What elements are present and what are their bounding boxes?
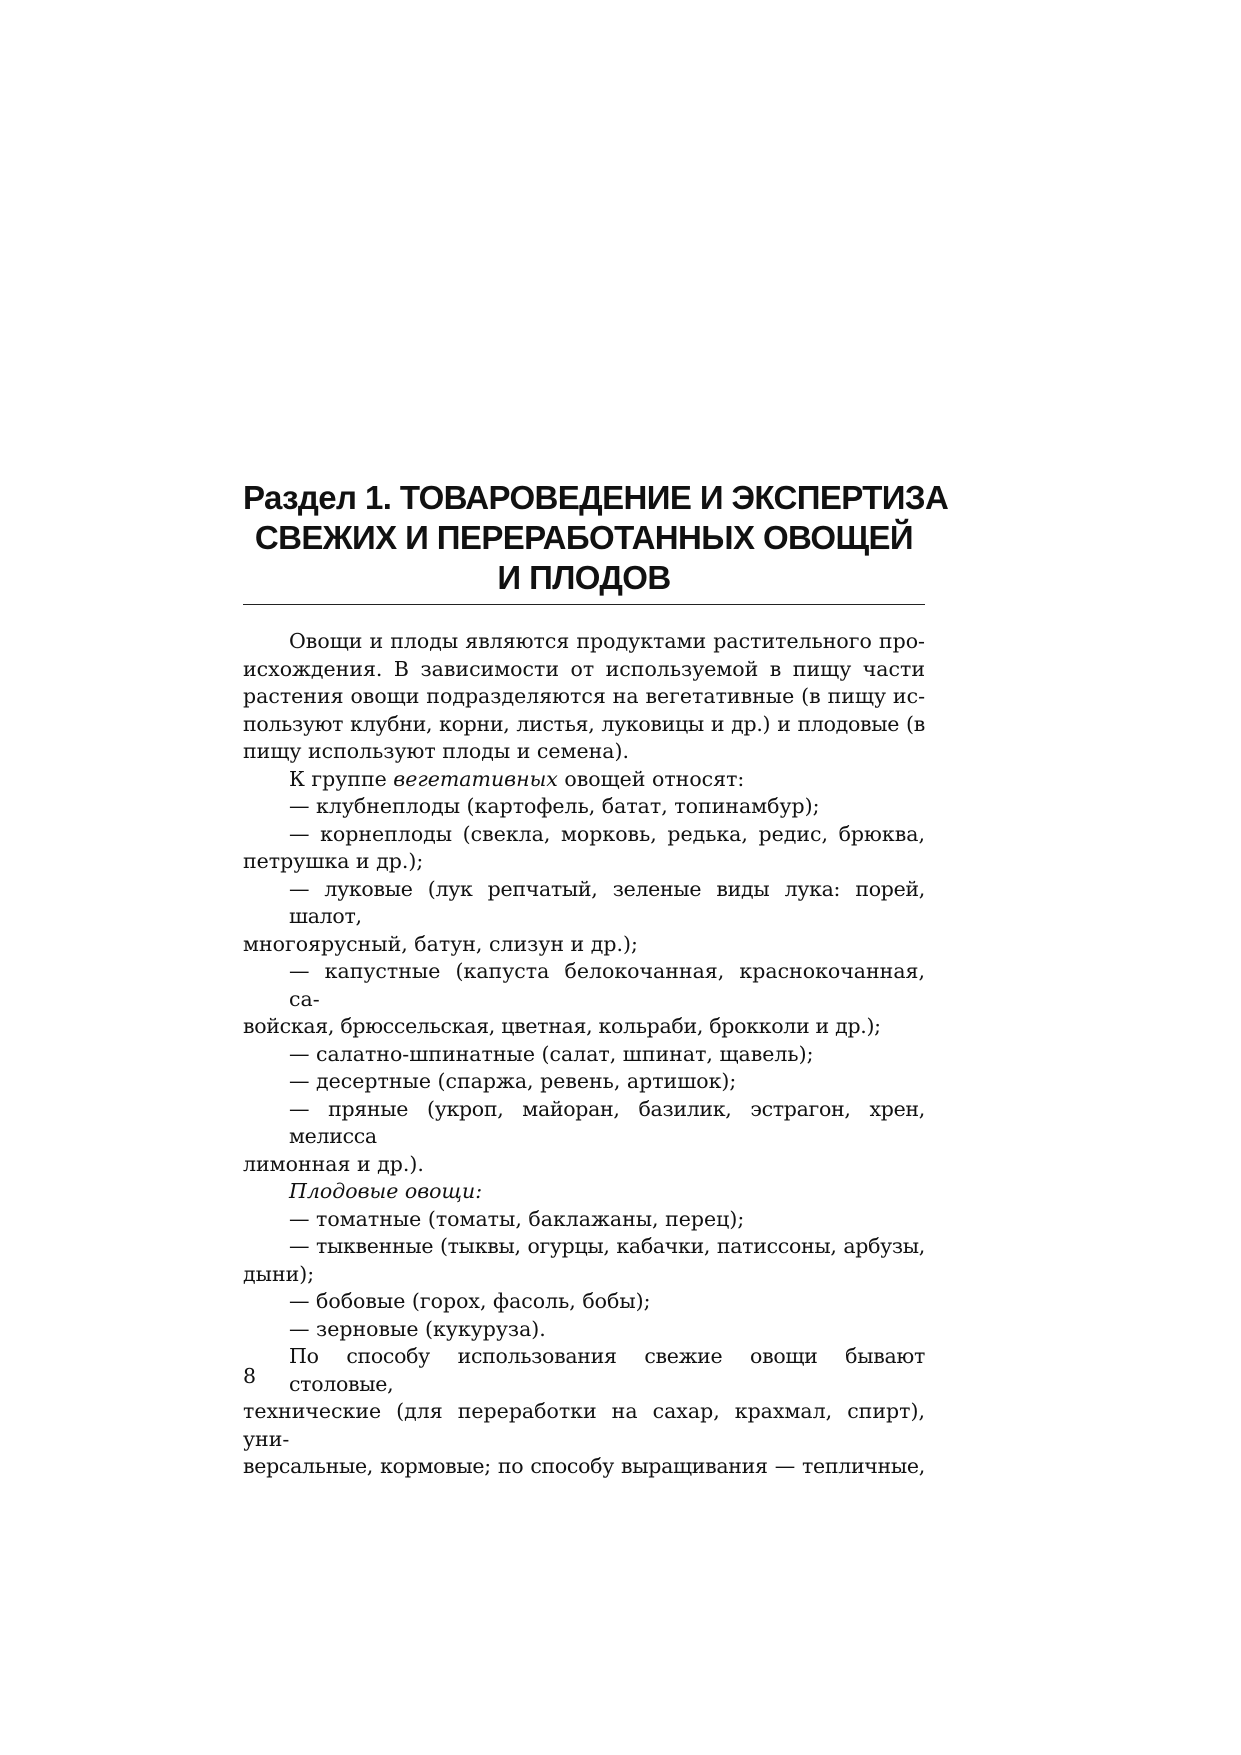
heading-line-1: Раздел 1. ТОВАРОВЕДЕНИЕ И ЭКСПЕРТИЗА	[243, 479, 949, 516]
list-item: — пряные (укроп, майоран, базилик, эстрагон, хрен, мелисса	[289, 1096, 925, 1148]
emphasis-text: вегетативных	[393, 766, 558, 791]
heading-divider	[243, 604, 925, 605]
emphasis-text: Плодовые овощи:	[289, 1179, 483, 1203]
text-line: растения овощи подразделяются на вегетативные (в пищу ис-	[243, 684, 925, 708]
text-line: исхождения. В зависимости от используемой в пищу части	[243, 656, 925, 681]
text-line: войская, брюссельская, цветная, кольраби, брокколи и др.);	[243, 1014, 881, 1038]
text-line: технические (для переработки на сахар, крахмал, спирт), уни-	[243, 1399, 925, 1451]
list-item: — клубнеплоды (картофель, батат, топинамбур);	[289, 794, 820, 818]
body-text	[243, 628, 925, 1481]
text-line	[243, 766, 925, 794]
list-item: — десертные (спаржа, ревень, артишок);	[289, 1069, 737, 1093]
text-line: петрушка и др.);	[243, 849, 424, 873]
text-line: Овощи и плоды являются продуктами растительного про-	[289, 629, 925, 653]
text-line: пользуют клубни, корни, листья, луковицы и др.) и плодовые (в	[243, 711, 925, 736]
text-line: версальные, кормовые; по способу выращивания — тепличные,	[243, 1454, 925, 1478]
text-fragment: К группе	[289, 766, 394, 791]
heading-line-3: И ПЛОДОВ	[497, 559, 671, 596]
text-line: лимонная и др.).	[243, 1151, 424, 1176]
page-number: 8	[243, 1364, 257, 1388]
text-line: дыни);	[243, 1261, 315, 1286]
list-item: — корнеплоды (свекла, морковь, редька, редис, брюква,	[289, 821, 925, 846]
list-item: — тыквенные (тыквы, огурцы, кабачки, патиссоны, арбузы,	[289, 1234, 925, 1258]
text-line: По способу использования свежие овощи бывают столовые,	[289, 1344, 925, 1396]
section-heading	[243, 478, 949, 598]
list-item: — зерновые (кукуруза).	[289, 1316, 546, 1341]
text-line: пищу используют плоды и семена).	[243, 739, 629, 763]
text-line: многоярусный, батун, слизун и др.);	[243, 931, 638, 956]
list-item: — капустные (капуста белокочанная, краснокочанная, са-	[289, 959, 925, 1011]
text-line	[243, 1178, 925, 1206]
list-item: — луковые (лук репчатый, зеленые виды лука: порей, шалот,	[289, 876, 925, 928]
heading-line-2: СВЕЖИХ И ПЕРЕРАБОТАННЫХ ОВОЩЕЙ	[254, 519, 914, 556]
list-item: — томатные (томаты, баклажаны, перец);	[289, 1206, 745, 1231]
list-item: — бобовые (горох, фасоль, бобы);	[289, 1289, 651, 1313]
text-fragment: овощей относят:	[557, 766, 745, 791]
list-item: — салатно-шпинатные (салат, шпинат, щавель);	[289, 1041, 814, 1066]
